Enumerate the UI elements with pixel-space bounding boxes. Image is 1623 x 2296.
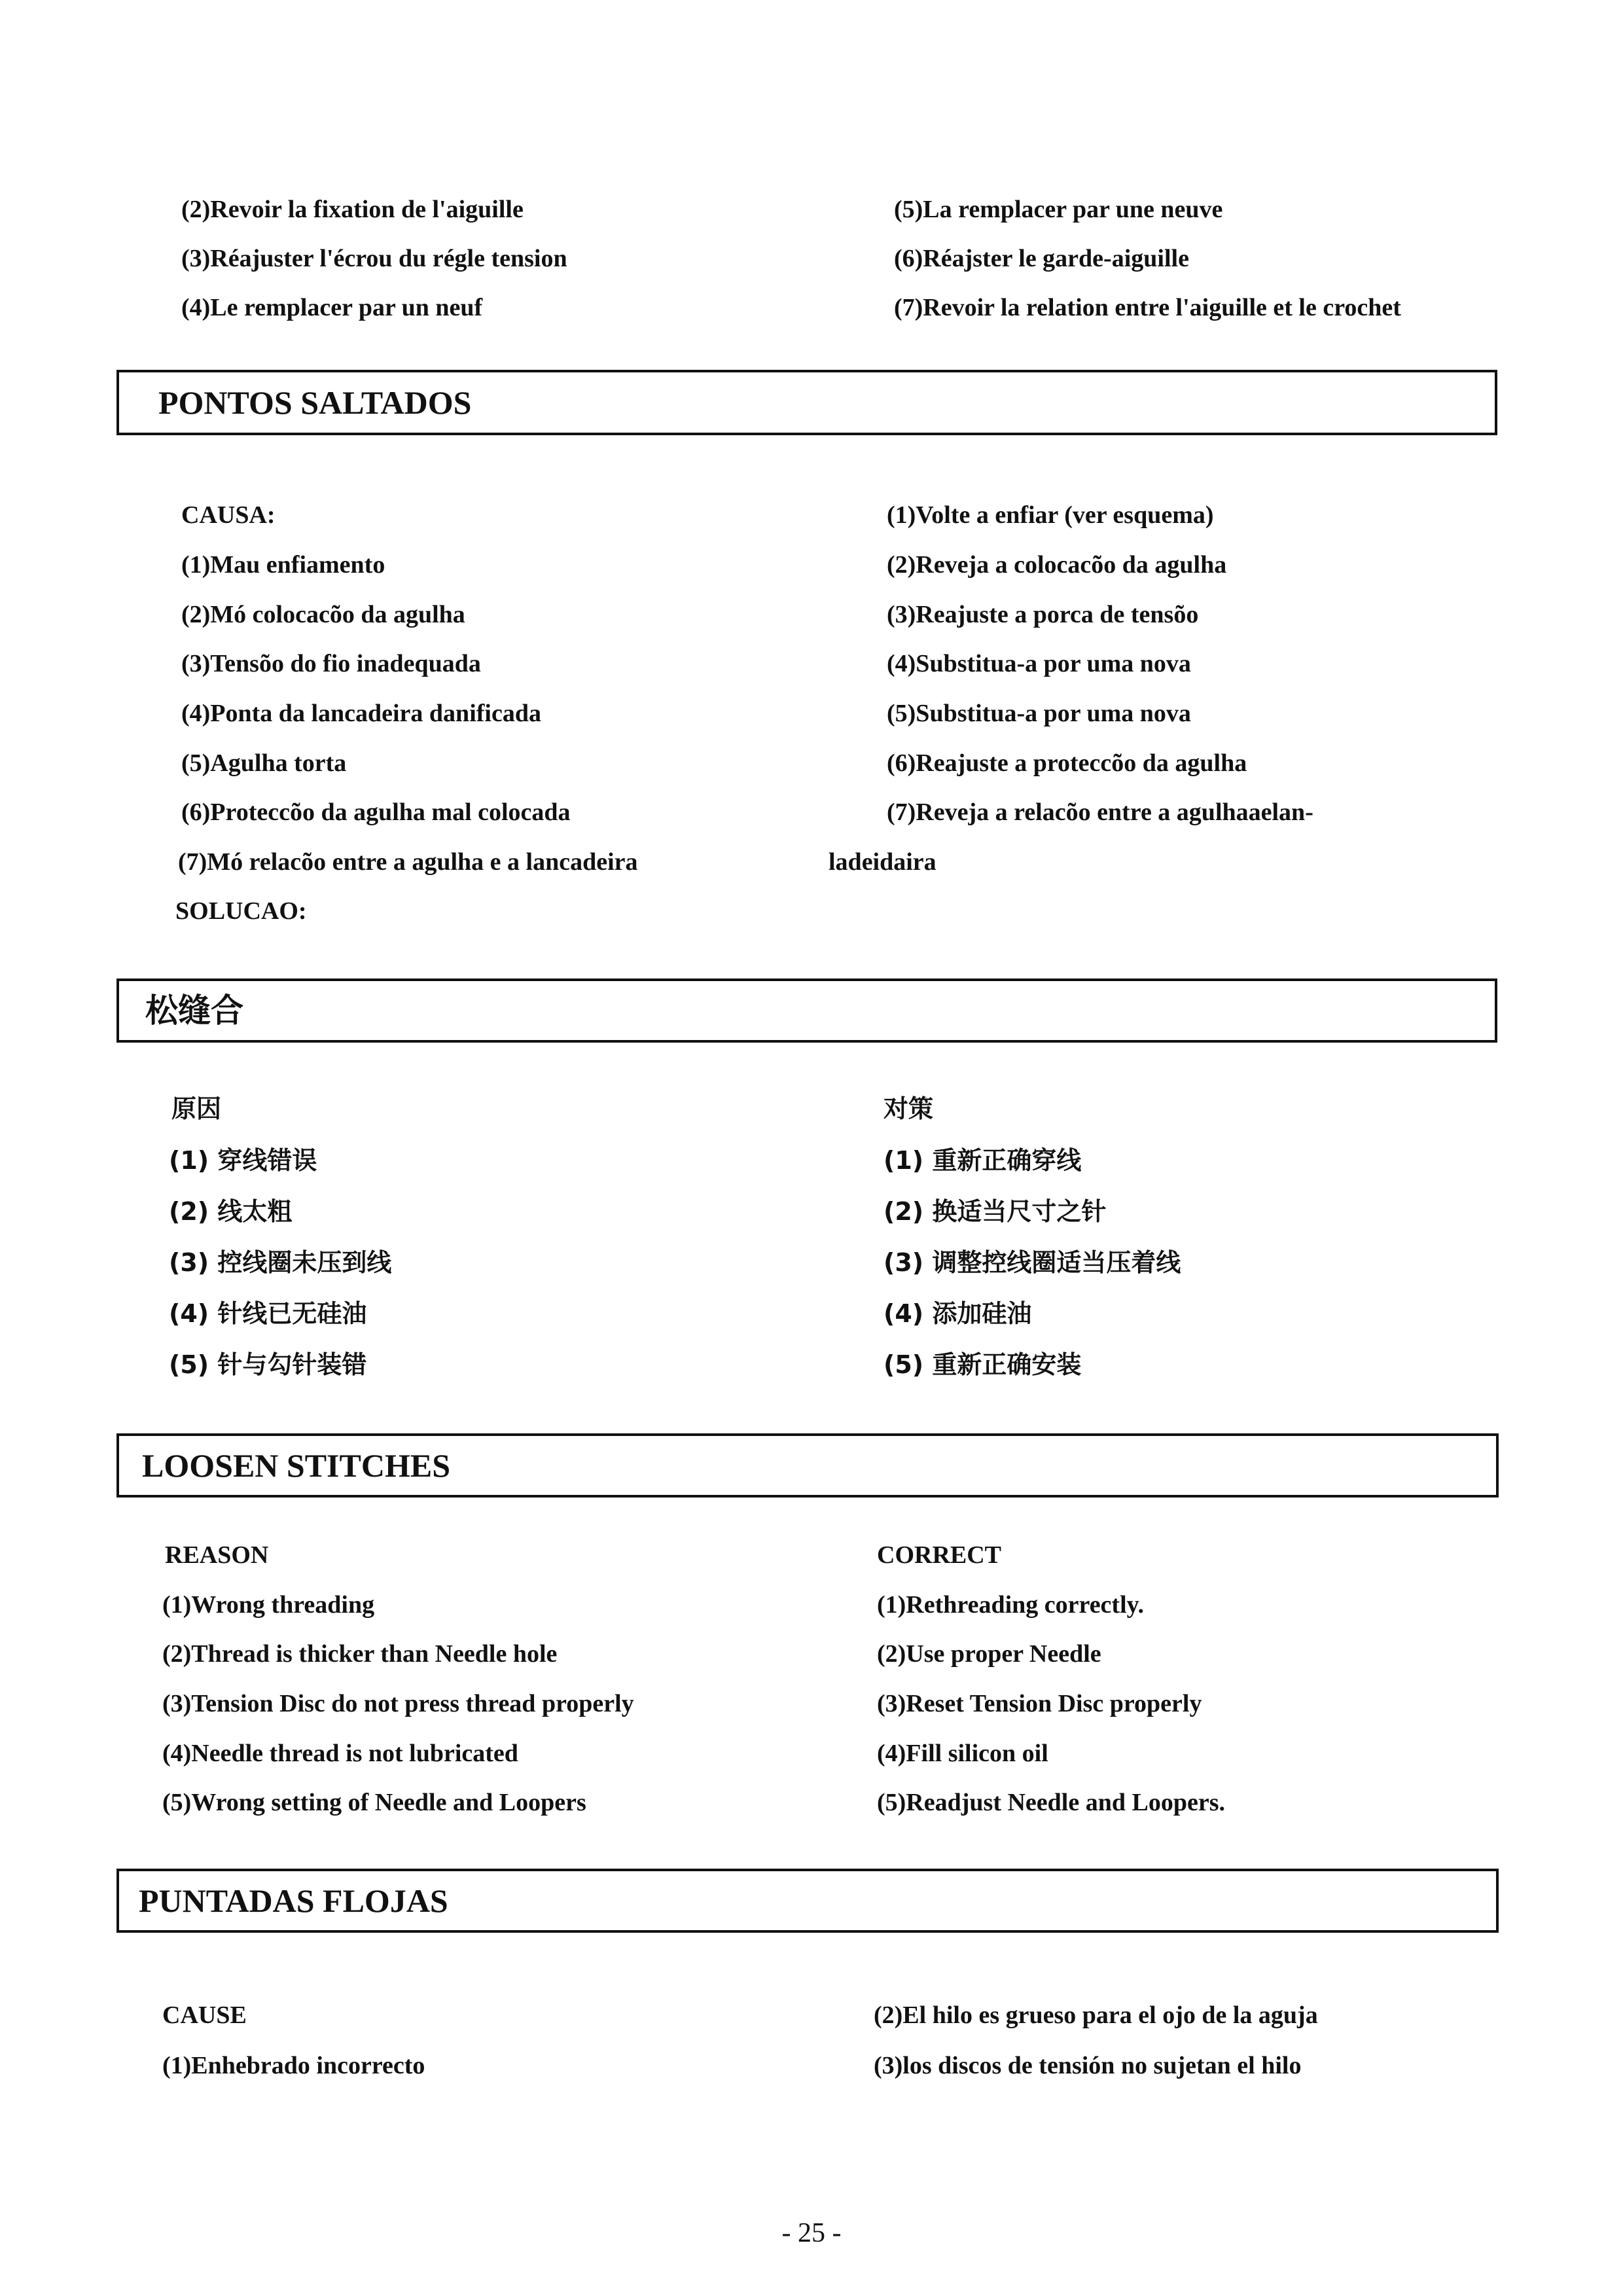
top-left-line-3: (3)Réajuster l'écrou du régle tension bbox=[181, 245, 567, 272]
pontos-cause-7: (7)Mó relacõo entre a agulha e a lancadeira bbox=[178, 848, 638, 876]
section-header-chinese bbox=[116, 978, 1497, 1043]
chinese-cause-label: 原因 bbox=[171, 1094, 222, 1123]
top-right-line-7: (7)Revoir la relation entre l'aiguille et le crochet bbox=[894, 294, 1401, 321]
chinese-solution-1: (1) 重新正确穿线 bbox=[883, 1146, 1082, 1175]
chinese-cause-5: (5) 针与勾针装错 bbox=[169, 1350, 367, 1379]
chinese-solution-3: (3) 调整控线圈适当压着线 bbox=[883, 1248, 1181, 1277]
english-cause-1: (1)Wrong threading bbox=[162, 1591, 375, 1619]
pontos-solution-2: (2)Reveja a colocacõo da agulha bbox=[887, 551, 1227, 579]
english-solution-4: (4)Fill silicon oil bbox=[877, 1740, 1048, 1767]
spanish-cause-1: (1)Enhebrado incorrecto bbox=[162, 2052, 425, 2079]
section-header-spanish bbox=[116, 1869, 1499, 1933]
english-solution-5: (5)Readjust Needle and Loopers. bbox=[877, 1789, 1225, 1816]
pontos-solution-label: SOLUCAO: bbox=[175, 897, 307, 925]
top-right-line-6: (6)Réajster le garde-aiguille bbox=[894, 245, 1189, 272]
pontos-cause-5: (5)Agulha torta bbox=[181, 749, 347, 777]
pontos-cause-6: (6)Proteccõo da agulha mal colocada bbox=[181, 798, 571, 826]
section-header-pontos bbox=[116, 370, 1497, 435]
section-title-english: LOOSEN STITCHES bbox=[142, 1447, 451, 1484]
pontos-cause-label: CAUSA: bbox=[181, 501, 276, 529]
pontos-solution-7: (7)Reveja a relacõo entre a agulhaaelan- bbox=[887, 798, 1313, 826]
chinese-cause-4: (4) 针线已无硅油 bbox=[169, 1299, 367, 1328]
pontos-solution-1: (1)Volte a enfiar (ver esquema) bbox=[887, 501, 1214, 529]
spanish-solution-3: (3)los discos de tensión no sujetan el hilo bbox=[874, 2052, 1302, 2079]
chinese-solution-4: (4) 添加硅油 bbox=[883, 1299, 1032, 1328]
top-left-line-2: (2)Revoir la fixation de l'aiguille bbox=[181, 196, 524, 223]
pontos-cause-2: (2)Mó colocacõo da agulha bbox=[181, 601, 465, 628]
chinese-cause-1: (1) 穿线错误 bbox=[169, 1146, 317, 1175]
pontos-cause-1: (1)Mau enfiamento bbox=[181, 551, 385, 579]
chinese-solution-2: (2) 换适当尺寸之针 bbox=[883, 1197, 1107, 1226]
english-solution-3: (3)Reset Tension Disc properly bbox=[877, 1690, 1202, 1717]
section-title-chinese: 松缝合 bbox=[145, 992, 243, 1030]
chinese-solution-5: (5) 重新正确安装 bbox=[883, 1350, 1082, 1379]
section-header-english bbox=[116, 1433, 1499, 1498]
spanish-solution-2: (2)El hilo es grueso para el ojo de la aguja bbox=[874, 2001, 1318, 2029]
spanish-cause-label: CAUSE bbox=[162, 2001, 247, 2029]
english-cause-4: (4)Needle thread is not lubricated bbox=[162, 1740, 518, 1767]
pontos-solution-4: (4)Substitua-a por uma nova bbox=[887, 650, 1191, 677]
english-solution-1: (1)Rethreading correctly. bbox=[877, 1591, 1145, 1619]
pontos-solution-5: (5)Substitua-a por uma nova bbox=[887, 700, 1191, 727]
english-cause-label: REASON bbox=[165, 1541, 269, 1569]
chinese-solution-label: 对策 bbox=[883, 1094, 934, 1123]
chinese-cause-3: (3) 控线圈未压到线 bbox=[169, 1248, 392, 1277]
english-solution-2: (2)Use proper Needle bbox=[877, 1640, 1101, 1668]
top-left-line-4: (4)Le remplacer par un neuf bbox=[181, 294, 483, 321]
pontos-solution-6: (6)Reajuste a proteccõo da agulha bbox=[887, 749, 1247, 777]
english-cause-3: (3)Tension Disc do not press thread properly bbox=[162, 1690, 634, 1717]
english-cause-2: (2)Thread is thicker than Needle hole bbox=[162, 1640, 558, 1668]
chinese-cause-2: (2) 线太粗 bbox=[169, 1197, 293, 1226]
page-number: - 25 - bbox=[781, 2218, 842, 2248]
pontos-cause-3: (3)Tensõo do fio inadequada bbox=[181, 650, 481, 677]
english-cause-5: (5)Wrong setting of Needle and Loopers bbox=[162, 1789, 586, 1816]
top-right-line-5: (5)La remplacer par une neuve bbox=[894, 196, 1223, 223]
pontos-solution-7-cont: ladeidaira bbox=[829, 848, 936, 876]
pontos-solution-3: (3)Reajuste a porca de tensõo bbox=[887, 601, 1199, 628]
section-title-spanish: PUNTADAS FLOJAS bbox=[139, 1882, 448, 1919]
pontos-cause-4: (4)Ponta da lancadeira danificada bbox=[181, 700, 541, 727]
english-solution-label: CORRECT bbox=[877, 1541, 1002, 1569]
section-title-pontos: PONTOS SALTADOS bbox=[158, 384, 472, 421]
